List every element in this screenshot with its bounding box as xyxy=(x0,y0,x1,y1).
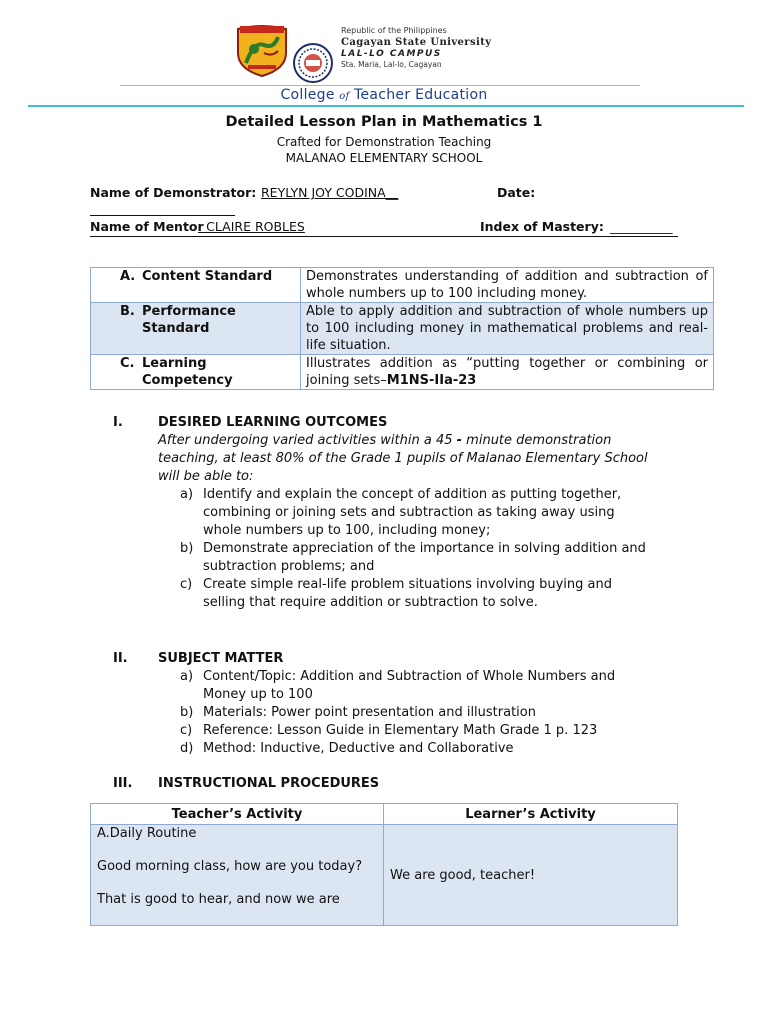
date-label: Date: xyxy=(497,185,536,200)
activity-table xyxy=(90,803,678,926)
activity-row xyxy=(91,825,678,926)
list-item xyxy=(180,486,650,540)
mentor-value: : CLAIRE ROBLES xyxy=(198,219,305,234)
section-1-heading: DESIRED LEARNING OUTCOMES xyxy=(158,415,388,430)
list-item xyxy=(180,576,650,612)
teacher-activity-cell xyxy=(91,825,384,926)
list-text: Reference: Lesson Guide in Elementary Math Grade 1 p. 123 xyxy=(203,723,598,738)
college-word: College xyxy=(280,87,335,103)
list-item xyxy=(180,540,650,576)
mastery-value: __________ xyxy=(610,219,673,234)
list-marker: b) xyxy=(180,541,194,556)
document-subtitle: Crafted for Demonstration Teaching xyxy=(276,135,492,149)
standard-letter: A. xyxy=(120,269,136,284)
list-text: Method: Inductive, Deductive and Collaborative xyxy=(203,741,514,756)
list-marker: c) xyxy=(180,577,193,592)
activity-header-row xyxy=(91,804,678,825)
list-item xyxy=(180,668,650,704)
document-title: Detailed Lesson Plan in Mathematics 1 xyxy=(225,114,543,130)
republic-text: Republic of the Philippines xyxy=(341,26,447,35)
list-text: Create simple real-life problem situations involving buying and selling that require addition or subtraction to solve. xyxy=(203,577,612,610)
teacher-activity-header: Teacher’s Activity xyxy=(91,804,384,825)
subject-matter-list xyxy=(180,668,650,758)
section-3-number: III. xyxy=(113,776,133,791)
header-divider-top xyxy=(120,85,640,86)
teacher-line: That is good to hear, and now we are xyxy=(97,892,340,907)
campus-name: LAL-LO CAMPUS xyxy=(341,49,442,59)
outcomes-intro xyxy=(158,432,648,486)
school-name: MALANAO ELEMENTARY SCHOOL xyxy=(285,151,483,165)
mentor-label: Name of Mentor xyxy=(90,219,204,234)
list-item xyxy=(180,704,650,722)
intro-part-1: After undergoing varied activities within a 45 xyxy=(158,433,457,448)
campus-seal xyxy=(291,43,335,83)
list-marker: d) xyxy=(180,741,194,756)
demonstrator-label: Name of Demonstrator: xyxy=(90,185,257,200)
list-marker: c) xyxy=(180,723,193,738)
daily-routine-heading: A.Daily Routine xyxy=(97,826,197,841)
list-text: Demonstrate appreciation of the importance in solving addition and subtraction problems; and xyxy=(203,541,646,574)
competency-code: M1NS-IIa-23 xyxy=(386,373,477,388)
standard-label: Content Standard xyxy=(142,269,273,284)
date-blank-line xyxy=(90,215,235,216)
info-rule xyxy=(90,236,678,237)
header-divider-bottom xyxy=(28,105,744,107)
learner-activity-cell: We are good, teacher! xyxy=(384,825,678,926)
standard-letter: C. xyxy=(120,356,135,371)
college-name xyxy=(0,87,768,103)
teacher-line: Good morning class, how are you today? xyxy=(97,859,363,874)
list-text: Content/Topic: Addition and Subtraction of Whole Numbers and Money up to 100 xyxy=(203,669,616,702)
standard-row-performance xyxy=(91,303,714,355)
list-item xyxy=(180,740,650,758)
intro-part-2: minute demonstration teaching, at least 80% of the Grade 1 pupils of Malanao Elementary School will be able to: xyxy=(158,433,648,484)
standard-text: Able to apply addition and subtraction of whole numbers up to 100 including money in mathematical problems and real-life situation. xyxy=(301,303,714,355)
standard-label: Learning Competency xyxy=(142,356,233,388)
learner-activity-header: Learner’s Activity xyxy=(384,804,678,825)
university-seal xyxy=(234,23,290,77)
letterhead-text xyxy=(341,27,491,69)
section-3-heading: INSTRUCTIONAL PROCEDURES xyxy=(158,776,380,791)
section-2-number: II. xyxy=(113,651,128,666)
mastery-label: Index of Mastery: xyxy=(480,219,604,234)
list-text: Materials: Power point presentation and illustration xyxy=(203,705,536,720)
list-text: Identify and explain the concept of addition as putting together, combining or joining sets and subtraction as taking away using whole numbers up to 100, including money; xyxy=(203,487,622,538)
standard-letter: B. xyxy=(120,304,135,319)
section-2-heading: SUBJECT MATTER xyxy=(158,651,284,666)
list-item xyxy=(180,722,650,740)
demonstrator-value: REYLYN JOY CODINA__ xyxy=(261,185,399,200)
college-of: of xyxy=(339,91,350,102)
standard-row-competency xyxy=(91,355,714,390)
standard-label: Performance Standard xyxy=(142,304,236,336)
standard-row-content xyxy=(91,268,714,303)
list-marker: a) xyxy=(180,669,194,684)
standard-text: Illustrates addition as “putting together or combining or joining sets– xyxy=(306,356,708,388)
section-1-number: I. xyxy=(113,415,123,430)
list-marker: b) xyxy=(180,705,194,720)
intro-dash: - xyxy=(456,433,463,448)
standard-text: Demonstrates understanding of addition and subtraction of whole numbers up to 100 including money. xyxy=(301,268,714,303)
university-name: Cagayan State University xyxy=(341,37,492,48)
standards-table xyxy=(90,267,714,390)
outcomes-list xyxy=(180,486,650,612)
college-department: Teacher Education xyxy=(353,87,488,103)
campus-address: Sta. Maria, Lal-lo, Cagayan xyxy=(341,60,442,69)
list-marker: a) xyxy=(180,487,194,502)
